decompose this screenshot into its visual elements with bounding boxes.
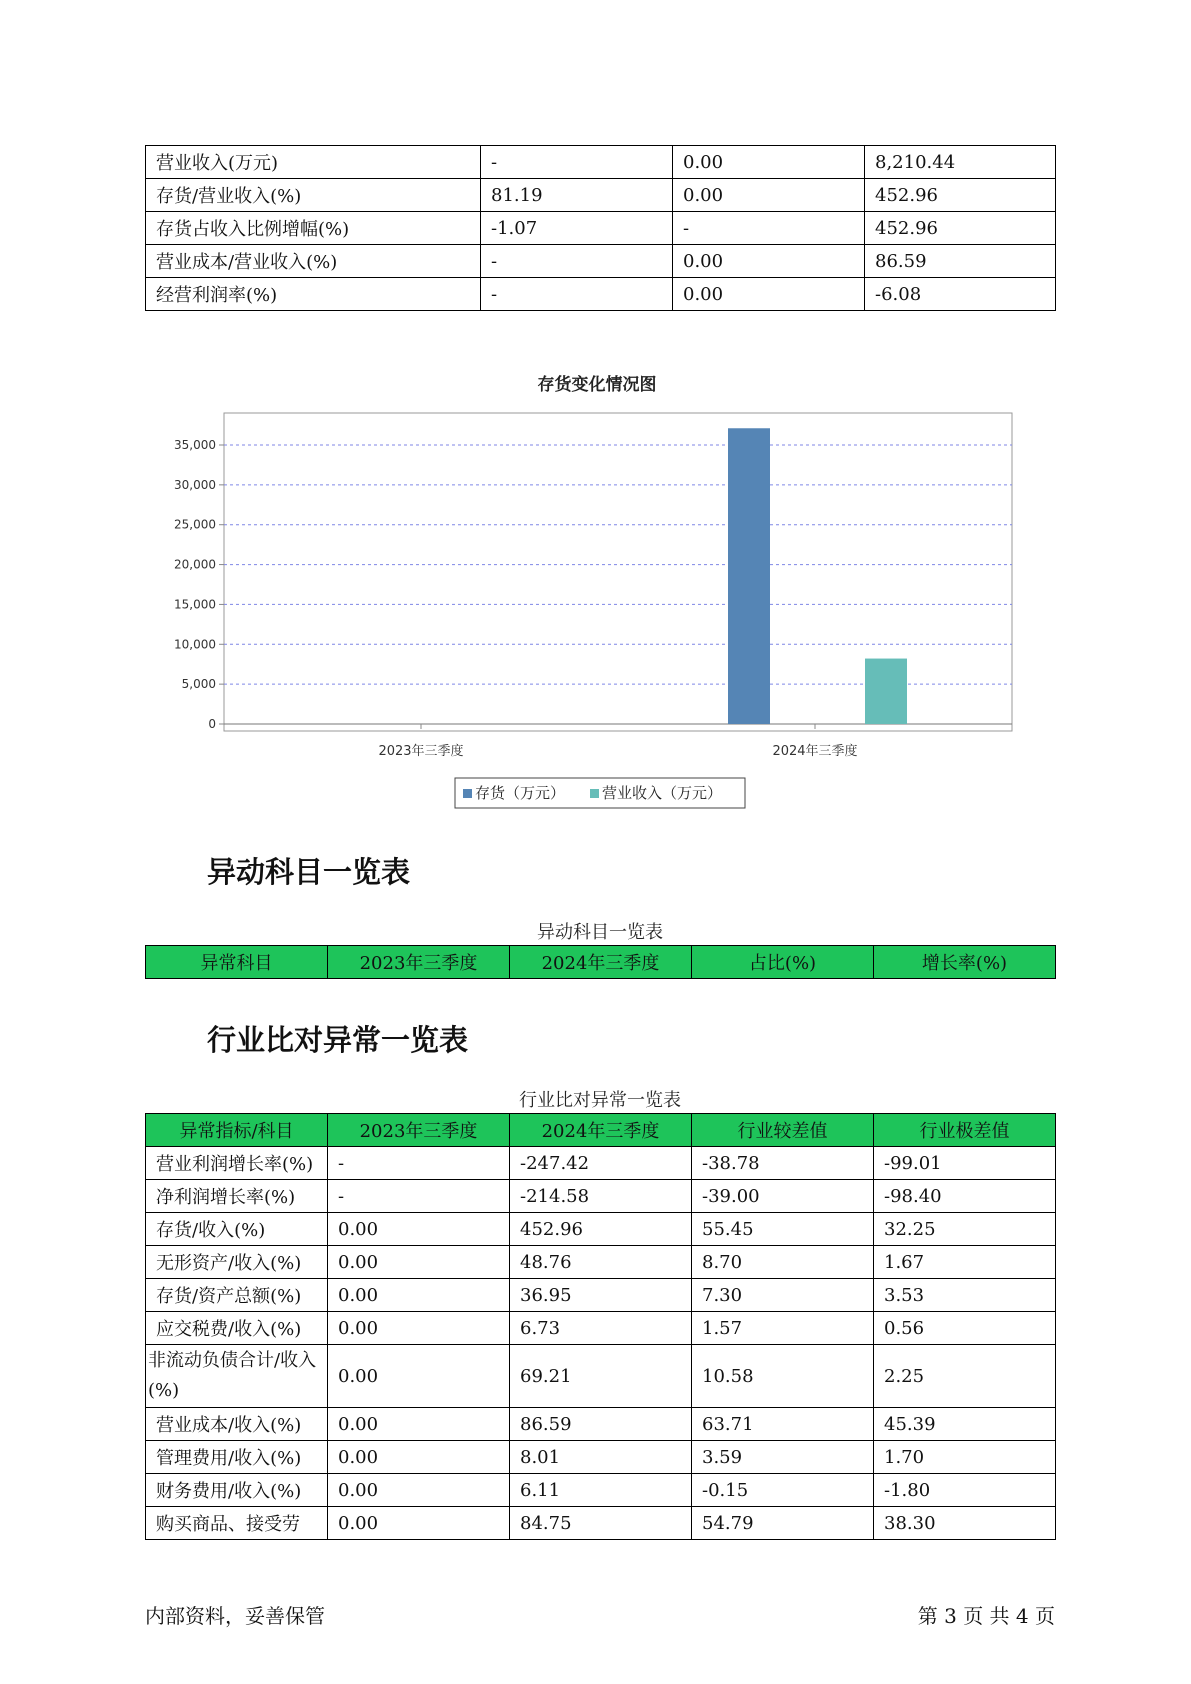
table-caption: 行业比对异常一览表 [519,1090,681,1111]
column-header: 行业极差值 [874,1114,1056,1147]
column-header: 行业较差值 [692,1114,874,1147]
table-row [146,245,1056,278]
row-label: 应交税费/收入(%) [146,1312,328,1345]
cell: 0.00 [328,1213,510,1246]
bar [728,428,770,724]
column-header: 2023年三季度 [328,1114,510,1147]
cell: 1.57 [692,1312,874,1345]
row-label: 存货/资产总额(%) [146,1279,328,1312]
cell: 1.70 [874,1441,1056,1474]
cell: 0.00 [328,1312,510,1345]
cell: 48.76 [510,1246,692,1279]
table-row [146,179,1056,212]
abnormal-items-table [145,945,1056,979]
page-number: 第 3 页 共 4 页 [917,1604,1055,1628]
cell: 1.67 [874,1246,1056,1279]
cell: 0.00 [328,1408,510,1441]
cell: 81.19 [481,179,673,212]
cell: 7.30 [692,1279,874,1312]
y-tick-label: 30,000 [174,477,216,492]
y-tick-label: 0 [208,717,216,731]
table-row [146,1441,1056,1474]
cell: -0.15 [692,1474,874,1507]
cell: -39.00 [692,1180,874,1213]
section-title-industry-comparison: 行业比对异常一览表 [207,1023,469,1057]
column-header: 2023年三季度 [328,946,510,979]
inventory-chart [145,360,1045,820]
legend-label-inventory: 存货（万元） [475,784,566,802]
cell: 45.39 [874,1408,1056,1441]
cell: 0.00 [328,1441,510,1474]
table-row [146,1180,1056,1213]
cell: - [481,245,673,278]
cell: 452.96 [865,212,1056,245]
cell: 0.00 [673,278,865,311]
legend-swatch-inventory [463,789,472,798]
row-label: 非流动负债合计/收入(%) [146,1345,328,1408]
y-tick-label: 20,000 [174,557,216,572]
cell: 63.71 [692,1408,874,1441]
table-row [146,1213,1056,1246]
y-tick-label: 5,000 [181,677,216,692]
cell: 3.59 [692,1441,874,1474]
summary-table [145,145,1056,311]
cell: -247.42 [510,1147,692,1180]
cell: 0.00 [328,1279,510,1312]
table-row [146,1147,1056,1180]
cell: 3.53 [874,1279,1056,1312]
cell: 54.79 [692,1507,874,1540]
row-label: 财务费用/收入(%) [146,1474,328,1507]
cell: 8,210.44 [865,146,1056,179]
bar [865,659,907,724]
table-row [146,1246,1056,1279]
cell: 0.00 [673,245,865,278]
row-label: 存货/收入(%) [146,1213,328,1246]
cell: 0.00 [328,1345,510,1408]
legend-swatch-revenue [590,789,599,798]
cell: 452.96 [865,179,1056,212]
cell: 84.75 [510,1507,692,1540]
legend-label-revenue: 营业收入（万元） [602,784,723,802]
cell: 0.00 [673,146,865,179]
cell: -214.58 [510,1180,692,1213]
cell: -6.08 [865,278,1056,311]
row-label: 净利润增长率(%) [146,1180,328,1213]
table-row [146,1345,1056,1408]
row-label: 营业利润增长率(%) [146,1147,328,1180]
row-label: 无形资产/收入(%) [146,1246,328,1279]
chart-title: 存货变化情况图 [537,375,657,395]
table-row [146,212,1056,245]
table-row [146,146,1056,179]
cell: 86.59 [510,1408,692,1441]
row-label: 营业成本/收入(%) [146,1408,328,1441]
table-header-row [146,1114,1056,1147]
cell: 69.21 [510,1345,692,1408]
table-row [146,1408,1056,1441]
cell: 0.00 [328,1507,510,1540]
column-header: 异常指标/科目 [146,1114,328,1147]
cell: -1.07 [481,212,673,245]
row-label: 营业收入(万元) [146,146,481,179]
y-axis [174,438,224,731]
x-tick-label: 2023年三季度 [378,744,464,759]
cell: 6.11 [510,1474,692,1507]
row-label: 存货占收入比例增幅(%) [146,212,481,245]
cell: -1.80 [874,1474,1056,1507]
cell: - [481,278,673,311]
row-label: 存货/营业收入(%) [146,179,481,212]
row-label: 管理费用/收入(%) [146,1441,328,1474]
cell: 0.00 [328,1246,510,1279]
chart-legend [455,778,745,808]
cell: 8.70 [692,1246,874,1279]
column-header: 占比(%) [692,946,874,979]
y-tick-label: 10,000 [174,637,216,652]
y-tick-label: 25,000 [174,517,216,532]
cell: 0.00 [328,1474,510,1507]
cell: 6.73 [510,1312,692,1345]
cell: 2.25 [874,1345,1056,1408]
table-header-row [146,946,1056,979]
cell: 0.56 [874,1312,1056,1345]
cell: -98.40 [874,1180,1056,1213]
row-label: 营业成本/营业收入(%) [146,245,481,278]
cell: 8.01 [510,1441,692,1474]
footer-confidential: 内部资料，妥善保管 [145,1604,325,1628]
row-label: 购买商品、接受劳 [146,1507,328,1540]
industry-comparison-table [145,1113,1056,1540]
cell: 0.00 [673,179,865,212]
row-label: 经营利润率(%) [146,278,481,311]
cell: -99.01 [874,1147,1056,1180]
cell: - [673,212,865,245]
table-row [146,1279,1056,1312]
cell: 32.25 [874,1213,1056,1246]
table-row [146,278,1056,311]
cell: -38.78 [692,1147,874,1180]
table-row [146,1312,1056,1345]
cell: 452.96 [510,1213,692,1246]
table-row [146,1474,1056,1507]
section-title-abnormal-items: 异动科目一览表 [207,855,411,889]
x-tick-label: 2024年三季度 [772,744,858,759]
cell: - [481,146,673,179]
column-header: 增长率(%) [874,946,1056,979]
cell: 38.30 [874,1507,1056,1540]
y-tick-label: 35,000 [174,438,216,452]
cell: - [328,1147,510,1180]
column-header: 2024年三季度 [510,1114,692,1147]
column-header: 异常科目 [146,946,328,979]
column-header: 2024年三季度 [510,946,692,979]
table-caption: 异动科目一览表 [537,922,663,943]
cell: 55.45 [692,1213,874,1246]
cell: 36.95 [510,1279,692,1312]
cell: 10.58 [692,1345,874,1408]
table-row [146,1507,1056,1540]
cell: 86.59 [865,245,1056,278]
y-tick-label: 15,000 [174,597,216,612]
cell: - [328,1180,510,1213]
